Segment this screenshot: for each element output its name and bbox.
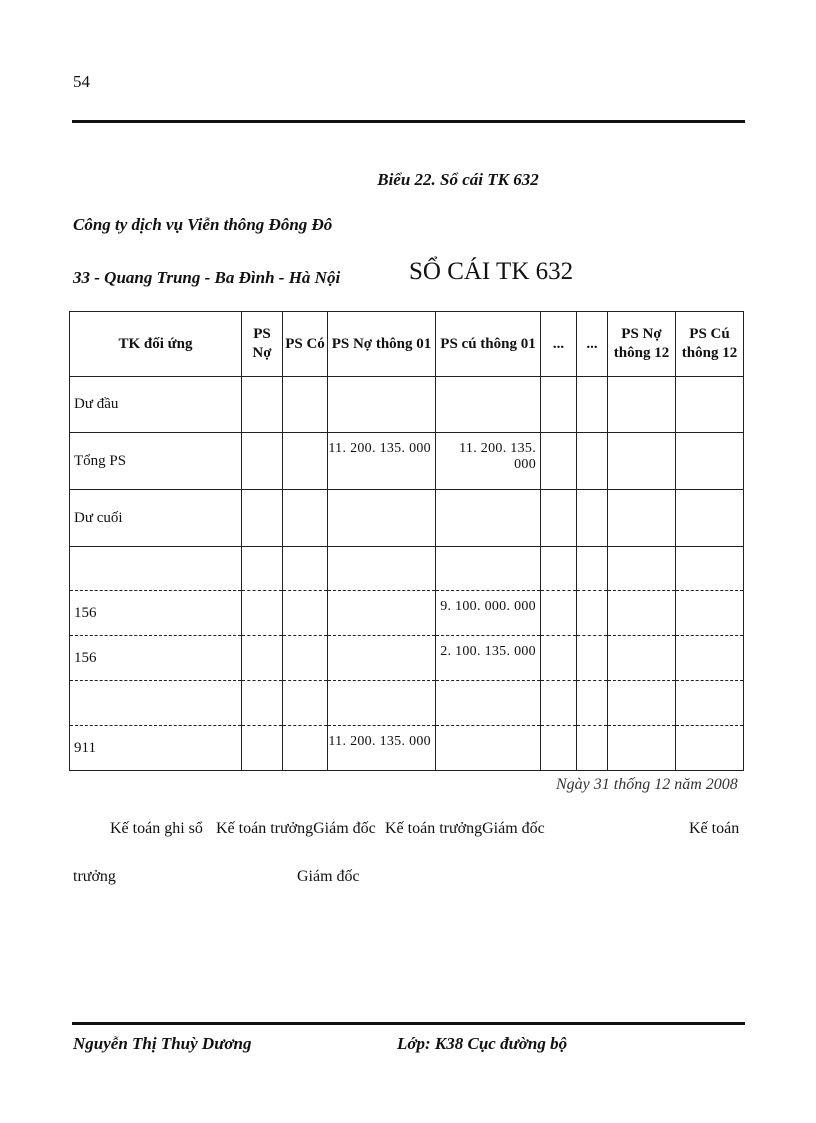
- table-row: [70, 681, 744, 726]
- company-address: 33 - Quang Trung - Ba Đình - Hà Nội: [73, 268, 341, 287]
- footer-class: Lớp: K38 Cục đường bộ: [397, 1034, 568, 1053]
- ledger-title: SỔ CÁI TK 632: [409, 258, 574, 285]
- cell-ps-co-01: [436, 377, 541, 433]
- footer-rule: [72, 1022, 745, 1025]
- table-row: [70, 377, 744, 433]
- signature-chief-accountant-director-1: Kế toán trưởngGiám đốc: [216, 820, 376, 837]
- table-header-row: [70, 312, 744, 377]
- cell-ps-co-01: [436, 726, 541, 771]
- table-row: [70, 433, 744, 490]
- row-label: 911: [70, 726, 242, 771]
- signature-chief: trưởng: [73, 868, 116, 885]
- signature-director: Giám đốc: [297, 868, 360, 885]
- form-title: Biểu 22. Sổ cái TK 632: [377, 170, 539, 189]
- row-label: Tổng PS: [70, 433, 242, 490]
- row-label: 156: [70, 591, 242, 636]
- cell-ps-no-01: [328, 591, 436, 636]
- header-account: TK đối ứng: [70, 312, 242, 377]
- header-ps-co: PS Có: [283, 312, 328, 377]
- row-label: [70, 681, 242, 726]
- header-ellipsis-1: ...: [541, 312, 577, 377]
- signature-bookkeeper: Kế toán ghi sổ: [110, 820, 203, 837]
- cell-ps-no-01: [328, 490, 436, 547]
- cell-ps-no-01: [328, 377, 436, 433]
- cell-ps-co-01: [436, 490, 541, 547]
- header-ps-co-12: PS Cú thông 12: [676, 312, 744, 377]
- row-label: Dư đầu: [70, 377, 242, 433]
- table-row: [70, 726, 744, 771]
- cell-ps-no-01: 11. 200. 135. 000: [328, 433, 436, 490]
- signature-chief-accountant-director-2: Kế toán trưởngGiám đốc: [385, 820, 545, 837]
- table-row: [70, 636, 744, 681]
- table-row: [70, 547, 744, 591]
- cell-ps-co-01: 2. 100. 135. 000: [436, 636, 541, 681]
- cell-ps-no-01: [328, 681, 436, 726]
- cell-ps-co-01: [436, 681, 541, 726]
- ledger-table: [69, 311, 744, 771]
- cell-ps-no-01: [328, 636, 436, 681]
- header-ps-no: PS Nợ: [242, 312, 283, 377]
- cell-ps-no-01: [328, 547, 436, 591]
- company-name: Công ty dịch vụ Viễn thông Đông Đô: [73, 215, 333, 234]
- cell-ps-co-01: 9. 100. 000. 000: [436, 591, 541, 636]
- cell-ps-no-01: 11. 200. 135. 000: [328, 726, 436, 771]
- table-row: [70, 591, 744, 636]
- table-row: [70, 490, 744, 547]
- header-ps-no-01: PS Nợ thông 01: [328, 312, 436, 377]
- date-line: Ngày 31 thống 12 năm 2008: [556, 776, 738, 793]
- cell-ps-co-01: [436, 547, 541, 591]
- page-number: 54: [73, 72, 90, 91]
- row-label: Dư cuối: [70, 490, 242, 547]
- row-label: [70, 547, 242, 591]
- header-ellipsis-2: ...: [577, 312, 608, 377]
- header-rule: [72, 120, 745, 123]
- row-label: 156: [70, 636, 242, 681]
- header-ps-no-12: PS Nợ thông 12: [608, 312, 676, 377]
- header-ps-co-01: PS cú thông 01: [436, 312, 541, 377]
- signature-accountant: Kế toán: [689, 820, 740, 837]
- cell-ps-co-01: 11. 200. 135. 000: [436, 433, 541, 490]
- footer-author-name: Nguyễn Thị Thuỳ Dương: [73, 1034, 252, 1053]
